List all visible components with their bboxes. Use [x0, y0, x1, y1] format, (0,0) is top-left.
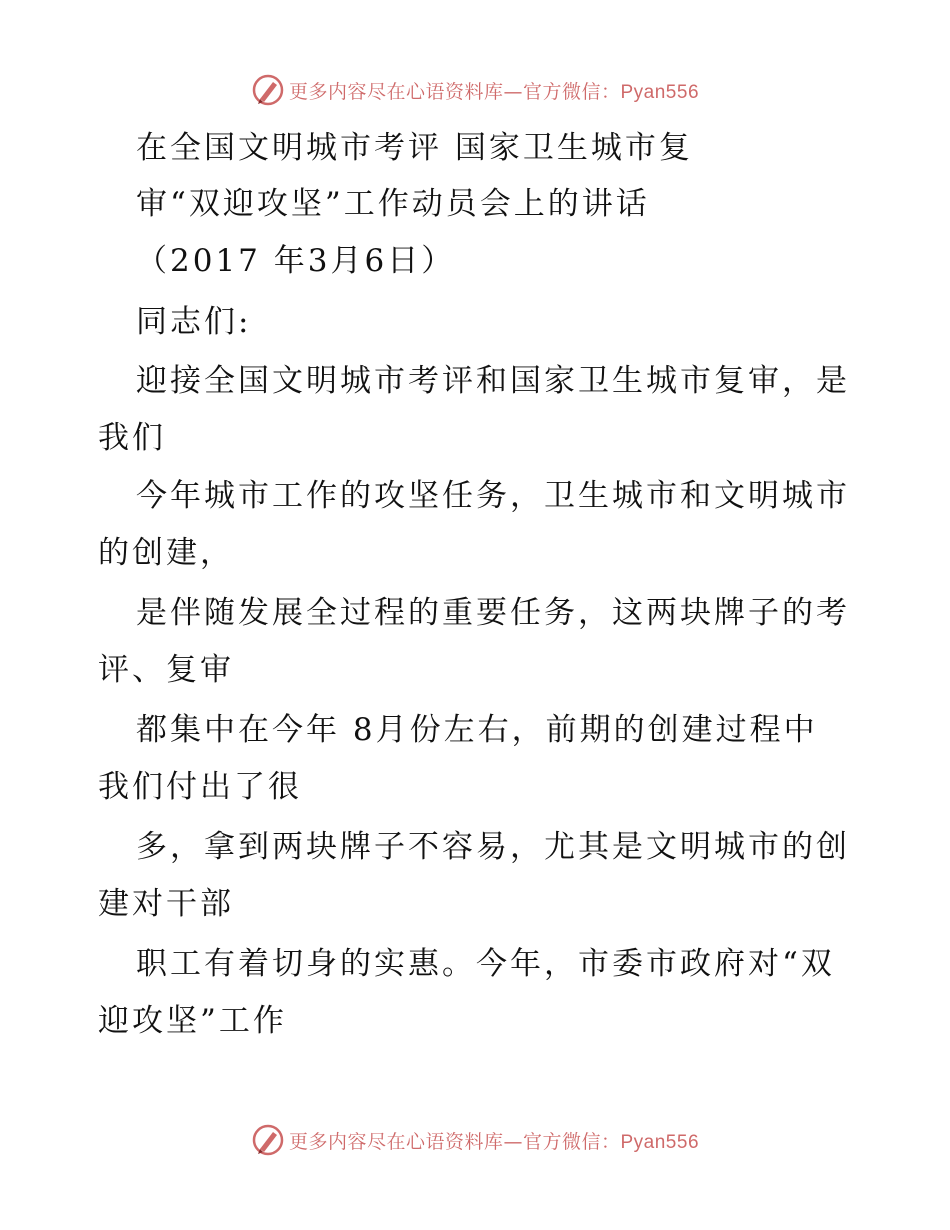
pen-logo-icon — [251, 1123, 285, 1157]
watermark-text: 更多内容尽在心语资料库—官方微信：Pyan556 — [288, 80, 700, 103]
document-title-line-2: 审“双迎攻坚”工作动员会上的讲话 — [136, 186, 650, 222]
pen-logo-icon — [251, 73, 285, 107]
body-line: 建对干部 — [98, 886, 234, 922]
footer-watermark-banner — [0, 1120, 950, 1160]
body-line: 今年城市工作的攻坚任务，卫生城市和文明城市 — [136, 478, 850, 514]
body-line: 职工有着切身的实惠。今年，市委市政府对“双 — [136, 946, 835, 982]
body-line: 多，拿到两块牌子不容易，尤其是文明城市的创 — [136, 829, 850, 865]
body-line: 是伴随发展全过程的重要任务，这两块牌子的考 — [136, 595, 850, 631]
salutation: 同志们: — [136, 304, 252, 340]
body-line: 的创建， — [98, 535, 234, 571]
body-line: 评、复审 — [98, 652, 234, 688]
body-line: 迎攻坚”工作 — [98, 1003, 287, 1039]
document-date: （2017 年3月6日） — [136, 243, 456, 279]
body-line: 迎接全国文明城市考评和国家卫生城市复审，是 — [136, 363, 850, 399]
document-title-line-1: 在全国文明城市考评 国家卫生城市复 — [136, 130, 693, 166]
body-line: 我们 — [98, 420, 166, 456]
header-watermark-banner — [0, 70, 950, 110]
body-line: 都集中在今年 8月份左右，前期的创建过程中 — [136, 712, 818, 748]
body-line: 我们付出了很 — [98, 769, 302, 805]
watermark-text: 更多内容尽在心语资料库—官方微信：Pyan556 — [288, 1130, 700, 1153]
